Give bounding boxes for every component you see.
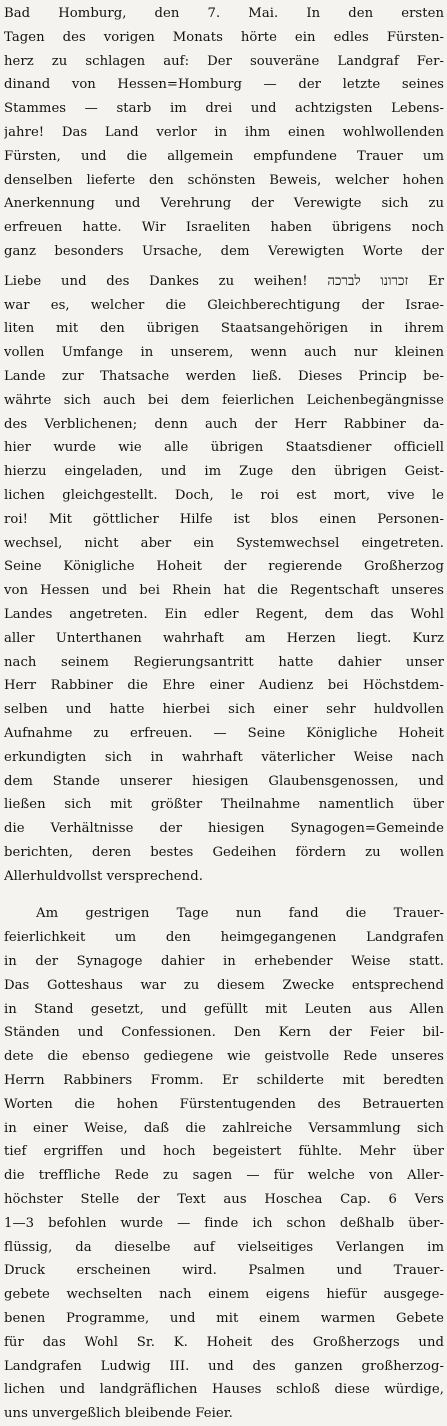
article-line: höchster Stelle der Text aus Hoschea Cap. 6 Vers <box>4 1192 444 1208</box>
article-line: Landgrafen Ludwig III. und des ganzen großherzog- <box>4 1358 444 1374</box>
article-line: Herrn Rabbiners Fromm. Er schilderte mit beredten <box>4 1073 444 1089</box>
article-line: herz zu schlagen auf: Der souveräne Landgraf Fer- <box>4 53 444 69</box>
article-line: war es, welcher die Gleichberechtigung der Israe- <box>4 297 444 313</box>
article-line: gebete wechselten nach einem eigens hiefür ausgege- <box>4 1287 444 1303</box>
article-line: Anerkennung und Verehrung der Verewigte sich zu <box>4 196 444 212</box>
article-line: Herr Rabbiner die Ehre einer Audienz bei Höchstdem- <box>4 678 444 694</box>
article-line: währte sich auch bei dem feierlichen Leichenbegängnisse <box>4 392 444 408</box>
article-line: Lande zur Thatsache werden ließ. Dieses Princip be- <box>4 368 444 384</box>
article-line: Das Gotteshaus war zu diesem Zwecke entsprechend <box>4 977 444 993</box>
article-line: Fürsten, und die allgemein empfundene Trauer um <box>4 148 444 164</box>
article-paragraph-3 <box>4 902 444 1426</box>
article-line: berichten, deren bestes Gedeihen fördern zu wollen <box>4 844 444 860</box>
article-line: 1—3 befohlen wurde — finde ich schon deßhalb über- <box>4 1215 444 1231</box>
article-line: von Hessen und bei Rhein hat die Regentschaft unseres <box>4 583 444 599</box>
article-line: jahre! Das Land verlor in ihm einen wohlwollenden <box>4 124 444 140</box>
article-line: uns unvergeßlich bleibende Feier. <box>4 1406 233 1422</box>
article-line: lichen und landgräflichen Hauses schloß diese würdige, <box>4 1382 444 1398</box>
article-line: aller Unterthanen wahrhaft am Herzen liegt. Kurz <box>4 630 444 646</box>
article-line: in einer Weise, daß die zahlreiche Versammlung sich <box>4 1120 444 1136</box>
article-paragraph-1 <box>4 2 444 264</box>
article-line: Stammes — starb im drei und achtzigsten Lebens- <box>4 101 444 117</box>
article-line: Landes angetreten. Ein edler Regent, dem das Wohl <box>4 606 444 622</box>
article-line: Am gestrigen Tage nun fand die Trauer- <box>36 906 444 922</box>
article-line: ließen sich mit größter Theilnahme namentlich über <box>4 797 444 813</box>
article-line: selben und hatte hierbei sich einer sehr huldvollen <box>4 702 444 718</box>
article-line: Bad Homburg, den 7. Mai. In den ersten <box>4 6 444 21</box>
article-line: Worten die hohen Fürstentugenden des Betrauerten <box>4 1096 444 1112</box>
article-line: vollen Umfange in unserem, wenn auch nur kleinen <box>4 345 444 361</box>
article-line: die treffliche Rede zu sagen — für welche von Aller- <box>4 1168 444 1184</box>
article-line: Allerhuldvollst versprechend. <box>4 868 203 884</box>
article-line: liten mit den übrigen Staatsangehörigen in ihrem <box>4 321 444 337</box>
article-line: dete die ebenso gediegene wie geistvolle Rede unseres <box>4 1049 444 1065</box>
article-line: Ständen und Confessionen. Den Kern der Feier bil- <box>4 1025 444 1041</box>
article-line: flüssig, da dieselbe auf vielseitiges Verlangen im <box>4 1239 444 1255</box>
article-line: dem Stande unserer hiesigen Glaubensgenossen, und <box>4 773 444 789</box>
article-line: benen Programme, und mit einem warmen Gebete <box>4 1311 444 1327</box>
article-line: wechsel, nicht aber ein Systemwechsel eingetreten. <box>4 535 444 551</box>
article-line: in der Synagoge dahier in erhebender Weise statt. <box>4 954 444 970</box>
article-line: feierlichkeit um den heimgegangenen Landgrafen <box>4 930 444 946</box>
article-line: die Verhältnisse der hiesigen Synagogen=Gemeinde <box>4 821 444 837</box>
article-line: in Stand gesetzt, und gefüllt mit Leuten aus Allen <box>4 1001 444 1017</box>
article-line: lichen gleichgestellt. Doch, le roi est mort, vive le <box>4 487 444 503</box>
article-line: denselben lieferte den schönsten Beweis, welcher hohen <box>4 172 444 188</box>
article-line: tief ergriffen und hoch begeistert fühlte. Mehr über <box>4 1144 444 1160</box>
article-line: roi! Mit göttlicher Hilfe ist blos einen Personen- <box>4 511 444 527</box>
article-line: hierzu eingeladen, und im Zuge den übrigen Geist- <box>4 464 444 480</box>
article-line: erkundigten sich in wahrhaft väterlicher Weise nach <box>4 749 444 765</box>
article-line: Druck erscheinen wird. Psalmen und Trauer- <box>4 1263 444 1279</box>
article-line: hier wurde wie alle übrigen Staatsdiener officiell <box>4 440 444 456</box>
article-line: Aufnahme zu erfreuen. — Seine Königliche Hoheit <box>4 725 444 741</box>
article-line: Seine Königliche Hoheit der regierende Großherzog <box>4 559 444 575</box>
article-line: nach seinem Regierungsantritt hatte dahier unser <box>4 654 444 670</box>
article-line: ganz besonders Ursache, dem Verewigten Worte der <box>4 243 444 259</box>
article-line: des Verblichenen; denn auch der Herr Rabbiner da- <box>4 416 444 432</box>
article-line: Liebe und des Dankes zu weihen! זכרונו לברכה Er <box>4 273 444 289</box>
article-paragraph-2 <box>4 270 444 889</box>
article-line: erfreuen hatte. Wir Israeliten haben übrigens noch <box>4 220 444 236</box>
article-line: für das Wohl Sr. K. Hoheit des Großherzogs und <box>4 1334 444 1350</box>
article-line: Tagen des vorigen Monats hörte ein edles Fürsten- <box>4 29 444 45</box>
article-line: dinand von Hessen=Homburg — der letzte seines <box>4 77 444 93</box>
